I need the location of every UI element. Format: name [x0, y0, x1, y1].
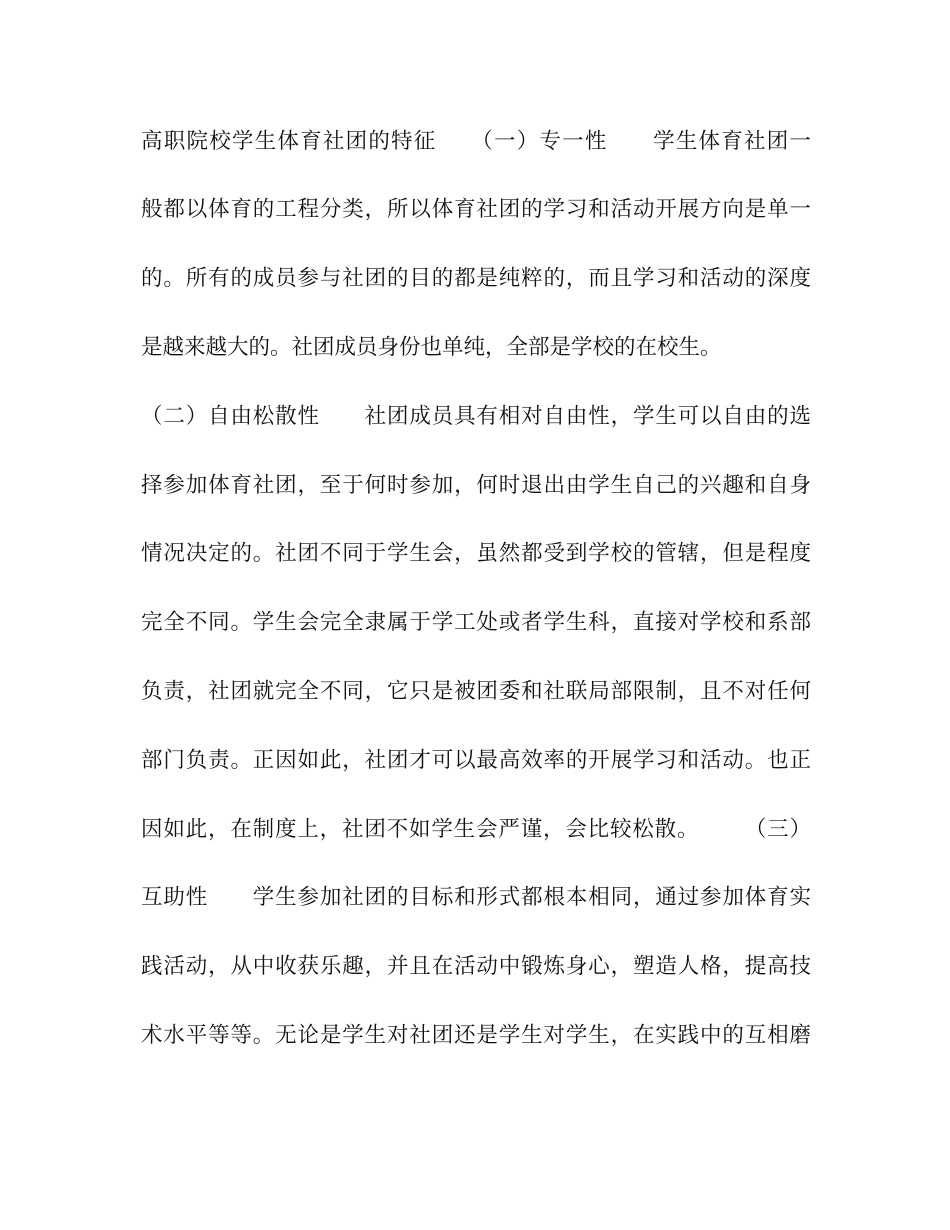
- text-line: 情况决定的。社团不同于学生会，虽然都受到学校的管辖，但是程度: [141, 541, 811, 566]
- text-line: 的。所有的成员参与社团的目的都是纯粹的，而且学习和活动的深度: [141, 266, 811, 291]
- text-line: 因如此，在制度上，社团不如学生会严谨，会比较松散。 （三）: [141, 817, 811, 842]
- text-line: （二）自由松散性 社团成员具有相对自由性，学生可以自由的选: [141, 404, 811, 429]
- text-line: 负责，社团就完全不同，它只是被团委和社联局部限制，且不对任何: [141, 679, 811, 704]
- text-line: 践活动，从中收获乐趣，并且在活动中锻炼身心，塑造人格，提高技: [141, 954, 811, 979]
- text-line: 择参加体育社团，至于何时参加，何时退出由学生自己的兴趣和自身: [141, 473, 811, 498]
- text-line: 互助性 学生参加社团的目标和形式都根本相同，通过参加体育实: [141, 885, 811, 910]
- text-line: 完全不同。学生会完全隶属于学工处或者学生科，直接对学校和系部: [141, 610, 811, 635]
- text-line: 部门负责。正因如此，社团才可以最高效率的开展学习和活动。也正: [141, 748, 811, 773]
- text-line: 高职院校学生体育社团的特征 （一）专一性 学生体育社团一: [141, 129, 811, 154]
- text-line: 术水平等等。无论是学生对社团还是学生对学生，在实践中的互相磨: [141, 1023, 811, 1048]
- text-line: 是越来越大的。社团成员身份也单纯，全部是学校的在校生。: [141, 335, 722, 360]
- text-line: 般都以体育的工程分类，所以体育社团的学习和活动开展方向是单一: [141, 197, 811, 222]
